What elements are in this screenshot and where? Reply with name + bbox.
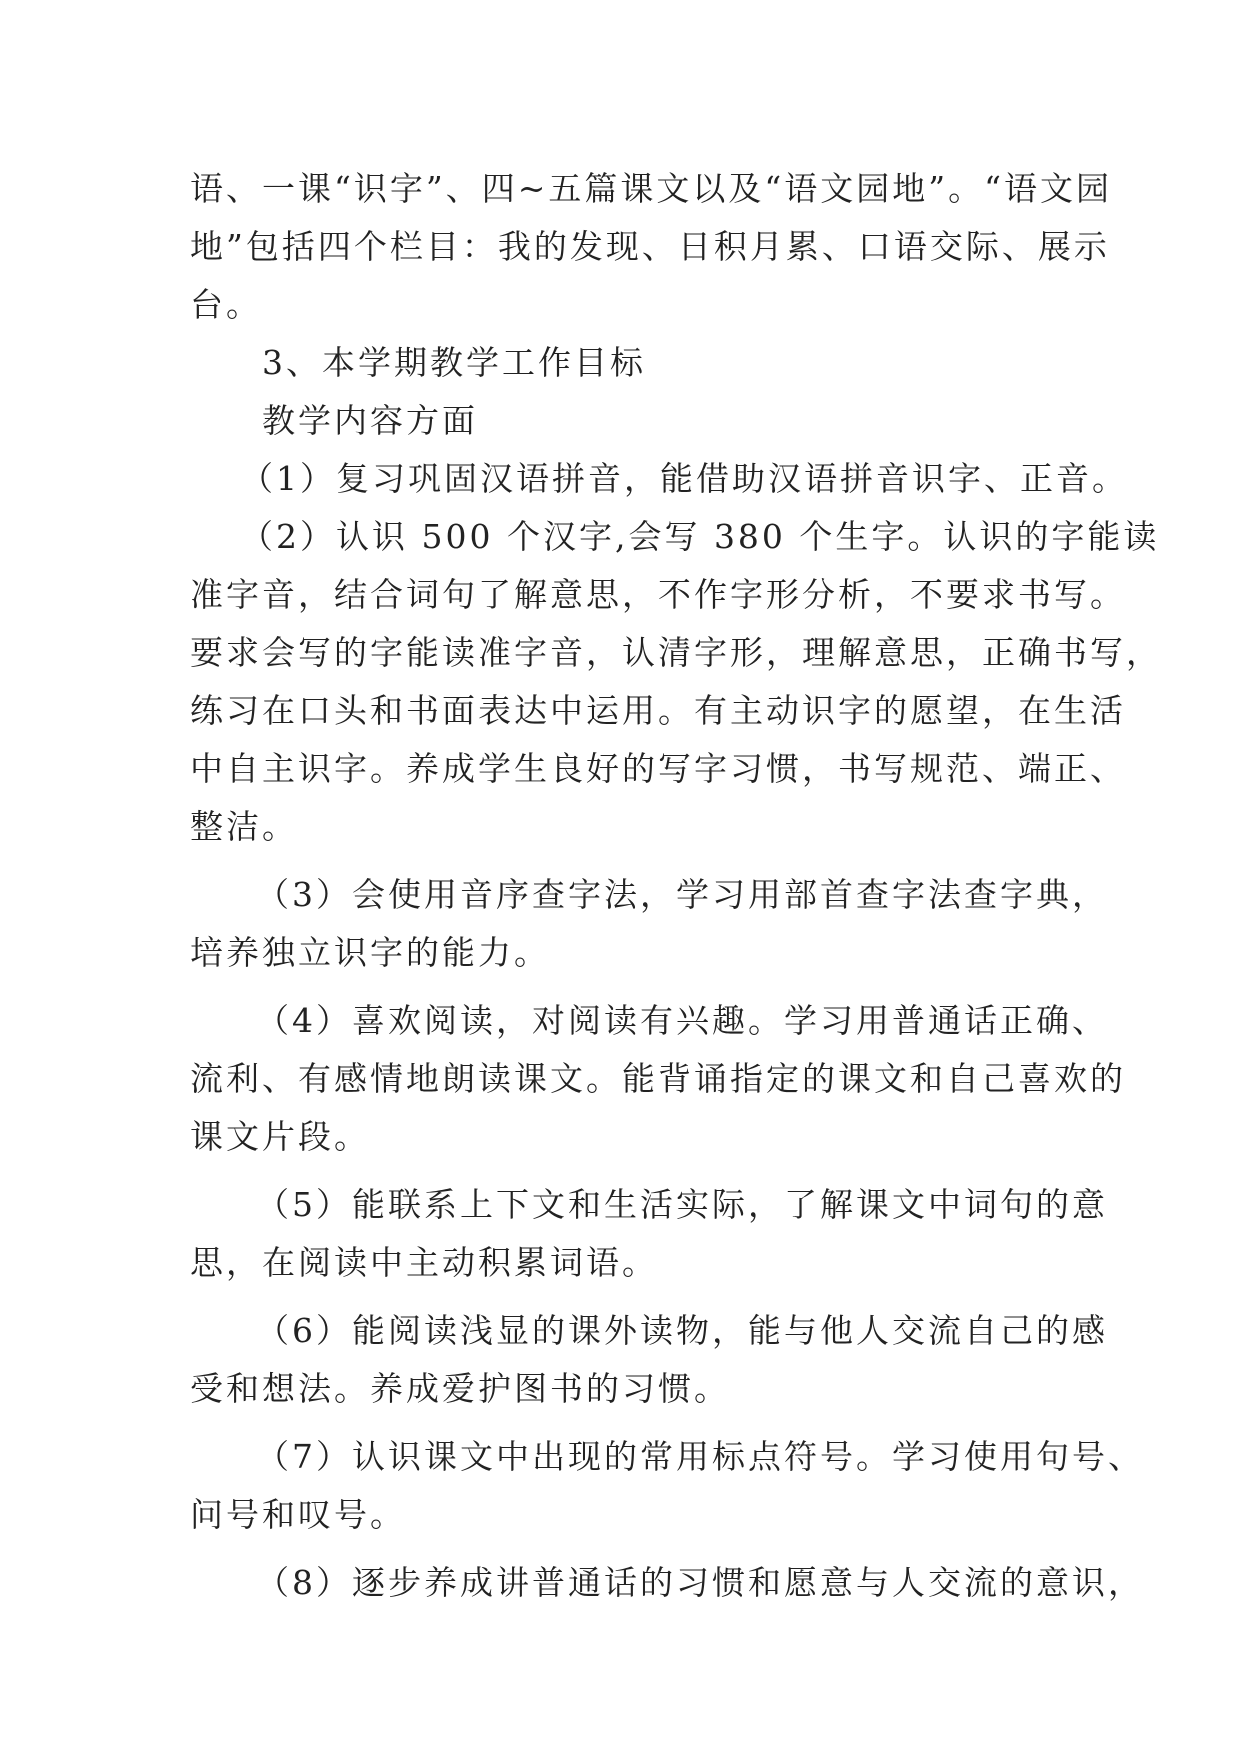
text-line: （2）认识 500 个汉字,会写 380 个生字。认识的字能读: [240, 517, 1160, 556]
text-line: 语、一课“识字”、四~五篇课文以及“语文园地”。“语文园: [190, 169, 1113, 208]
text-line: 台。: [190, 285, 262, 324]
text-line: 思，在阅读中主动积累词语。: [190, 1243, 658, 1282]
text-line: 课文片段。: [190, 1117, 370, 1156]
section-heading-text: 3、本学期教学工作目标: [262, 343, 646, 382]
text-line: 受和想法。养成爱护图书的习惯。: [190, 1369, 730, 1408]
text-line: 练习在口头和书面表达中运用。有主动识字的愿望，在生活: [190, 691, 1126, 730]
subsection-heading: [190, 392, 1070, 450]
text-line: 地”包括四个栏目：我的发现、日积月累、口语交际、展示: [190, 227, 1110, 266]
text-line: （6）能阅读浅显的课外读物，能与他人交流自己的感: [256, 1311, 1108, 1350]
text-line: 准字音，结合词句了解意思，不作字形分析，不要求书写。: [190, 575, 1126, 614]
text-line: 要求会写的字能读准字音，认清字形，理解意思，正确书写，: [190, 633, 1162, 672]
text-line: 问号和叹号。: [190, 1495, 406, 1534]
text-line: （3）会使用音序查字法，学习用部首查字法查字典，: [256, 875, 1108, 914]
goal-item-2: [190, 508, 1162, 856]
document-body: [190, 160, 1162, 1612]
goal-item-7: [190, 1428, 1144, 1544]
text-line: 中自主识字。养成学生良好的写字习惯，书写规范、端正、: [190, 749, 1126, 788]
goal-item-8: [190, 1554, 1144, 1612]
subsection-heading-text: 教学内容方面: [262, 401, 478, 440]
text-line: （7）认识课文中出现的常用标点符号。学习使用句号、: [256, 1437, 1144, 1476]
text-line: 整洁。: [190, 807, 298, 846]
text-line: 培养独立识字的能力。: [190, 933, 550, 972]
goal-item-3: [190, 866, 1108, 982]
text-line: （1）复习巩固汉语拼音，能借助汉语拼音识字、正音。: [240, 459, 1128, 498]
text-line: 流利、有感情地朗读课文。能背诵指定的课文和自己喜欢的: [190, 1059, 1126, 1098]
goal-item-6: [190, 1302, 1108, 1418]
goal-item-4: [190, 992, 1126, 1166]
text-line: （5）能联系上下文和生活实际，了解课文中词句的意: [256, 1185, 1108, 1224]
goal-item-5: [190, 1176, 1108, 1292]
text-line: （8）逐步养成讲普通话的习惯和愿意与人交流的意识，: [256, 1563, 1144, 1602]
paragraph-textbook-structure: [190, 160, 1113, 334]
text-line: （4）喜欢阅读，对阅读有兴趣。学习用普通话正确、: [256, 1001, 1108, 1040]
goal-item-1: [190, 450, 1128, 508]
section-heading: [190, 334, 1070, 392]
